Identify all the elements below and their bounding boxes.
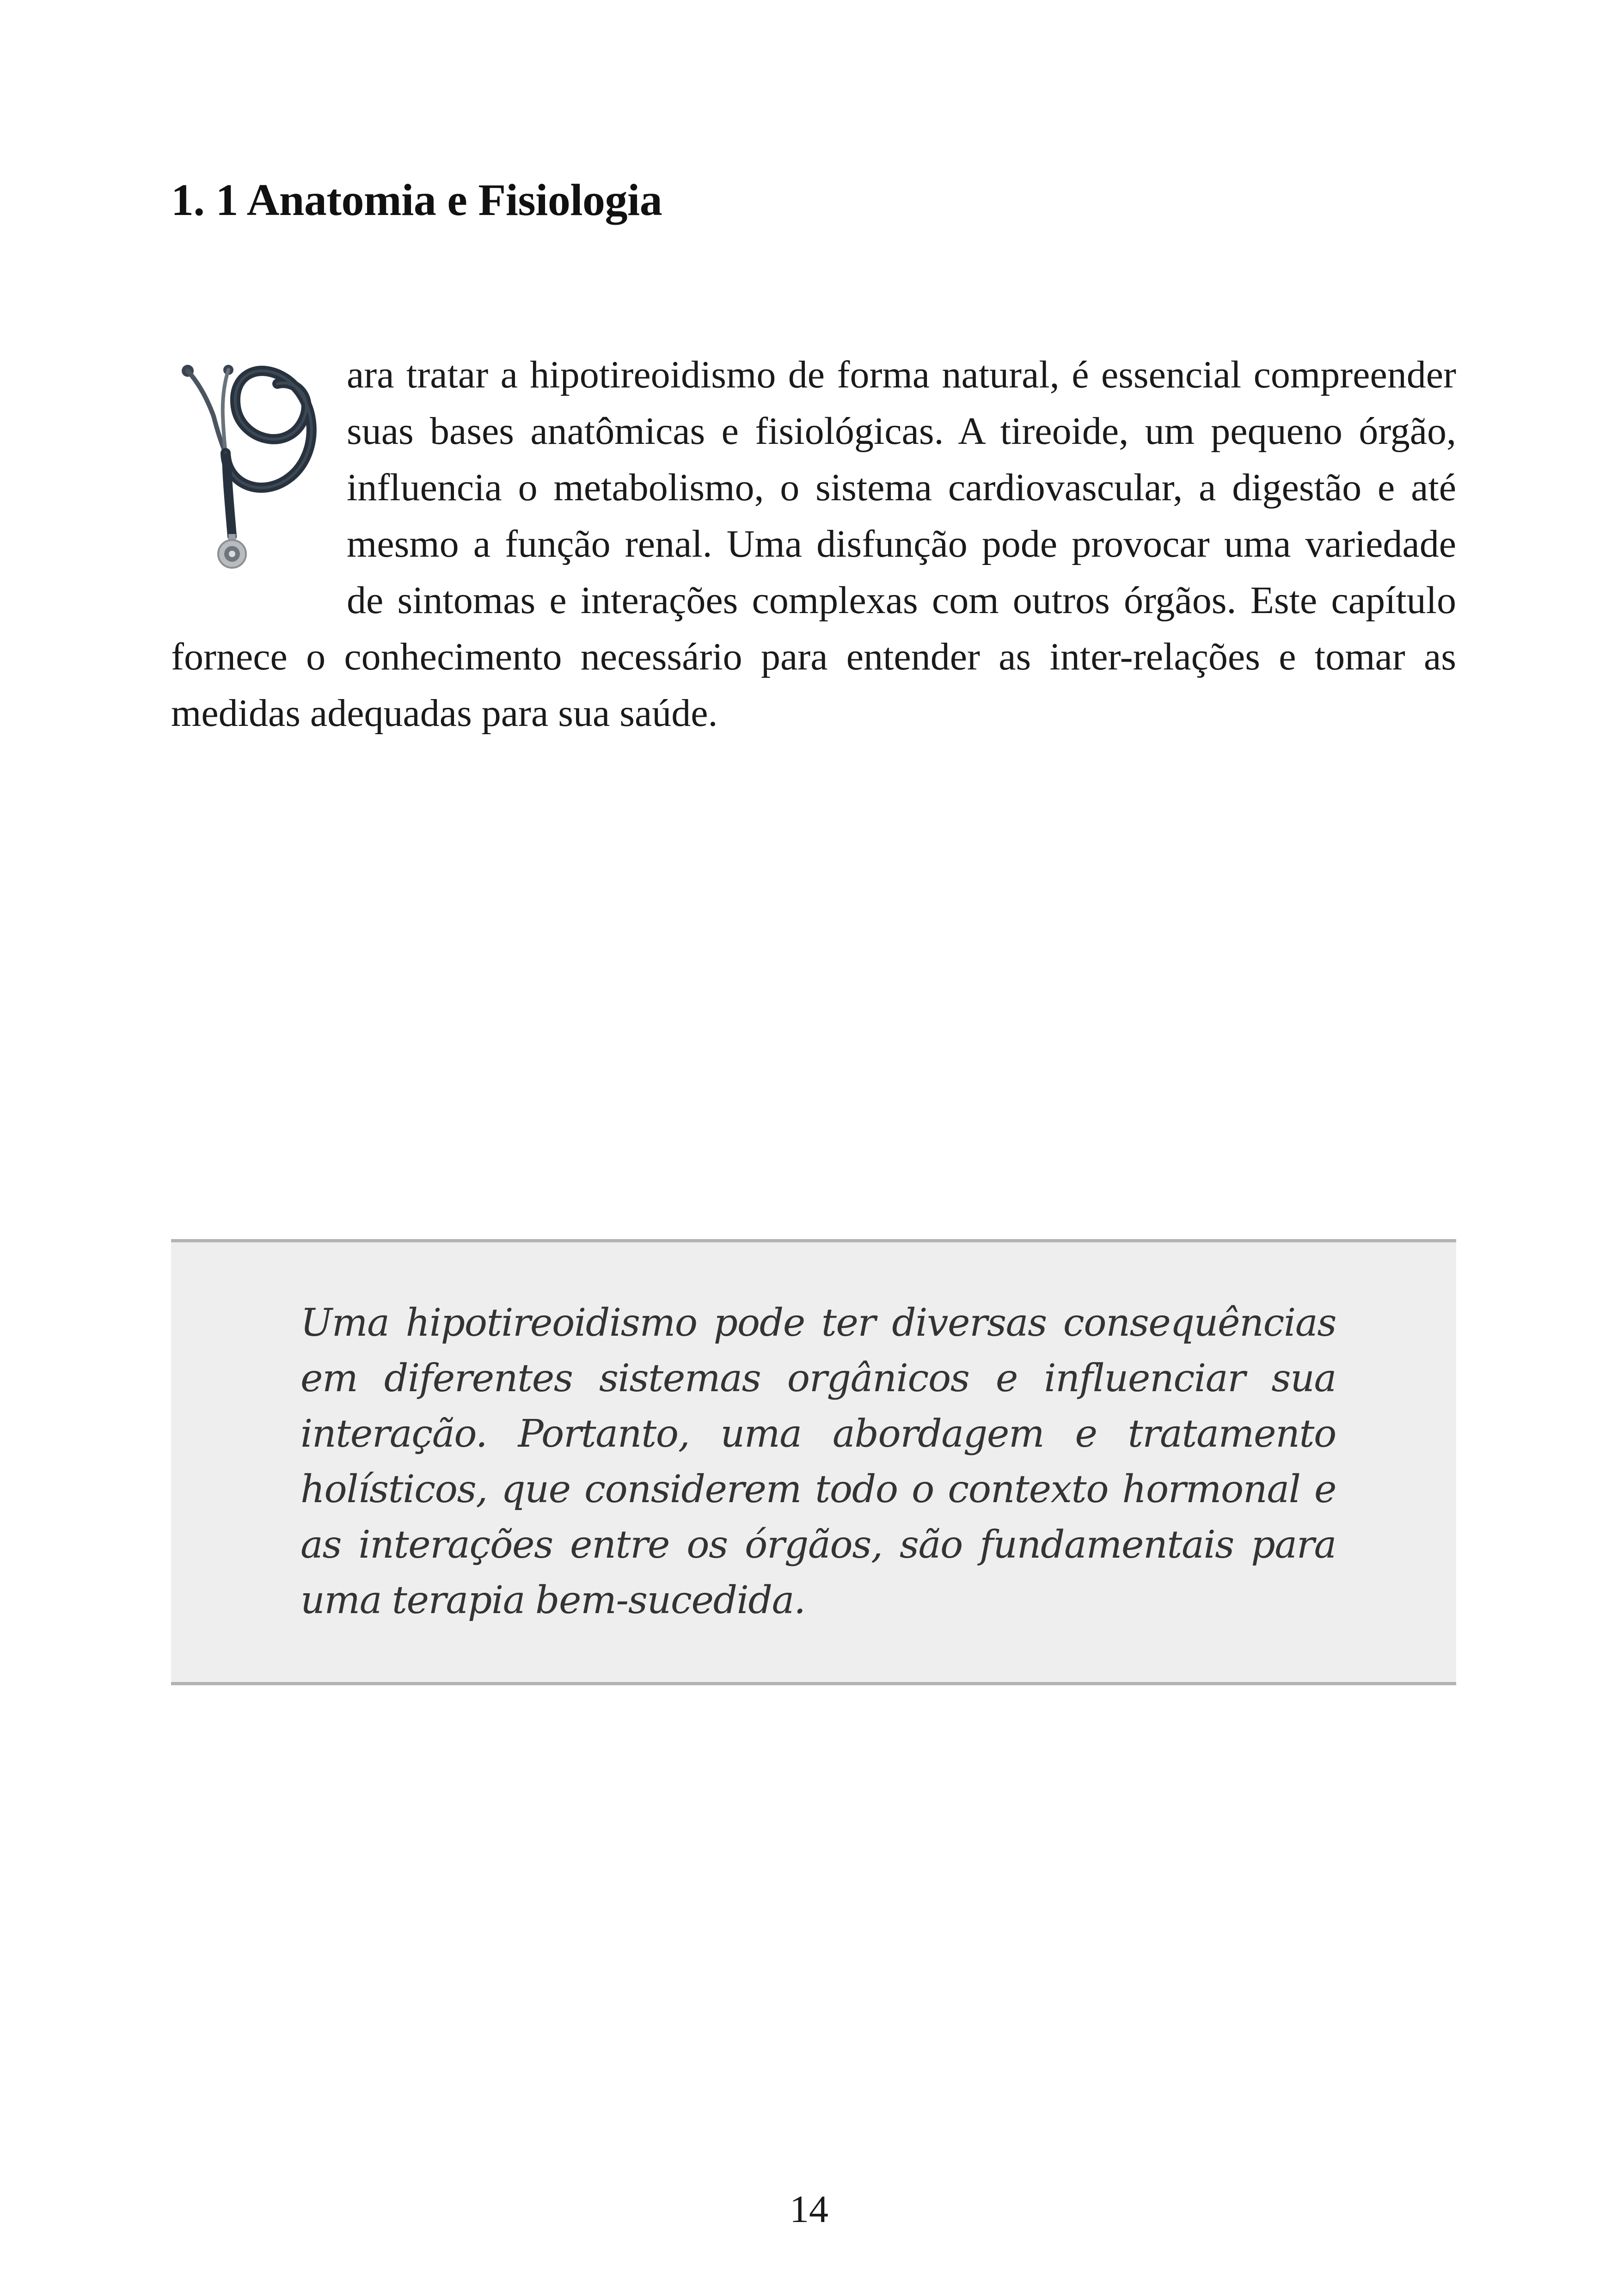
callout-text: Uma hipotireoidismo pode ter diversas consequências em diferentes sistemas orgânicos e influenciar sua interação. Portanto, uma abordagem e tratamento holísticos, que considerem todo o contexto hormonal e as interações entre os órgãos, são fundamentais para uma terapia bem-sucedida. <box>300 1301 1336 1622</box>
section-title: 1. 1 Anatomia e Fisiologia <box>171 175 662 225</box>
stethoscope-icon <box>171 347 337 573</box>
intro-text: ara tratar a hipotireoidismo de forma natural, é essencial compreender suas bases anatômicas e fisiológicas. A tireoide, um pequeno órgão, influencia o metabolismo, o sistema cardiovascular, a digestão e até mesmo a função renal. Uma disfunção pode provocar uma variedade de sintomas e interações complexas com outros órgãos. Este capítulo fornece o conhecimento necessário para entender as inter-relações e tomar as medidas adequadas para sua saúde. <box>171 353 1456 735</box>
intro-paragraph <box>171 347 1456 742</box>
page-number: 14 <box>790 2188 828 2231</box>
highlight-callout-box <box>171 1239 1456 1685</box>
